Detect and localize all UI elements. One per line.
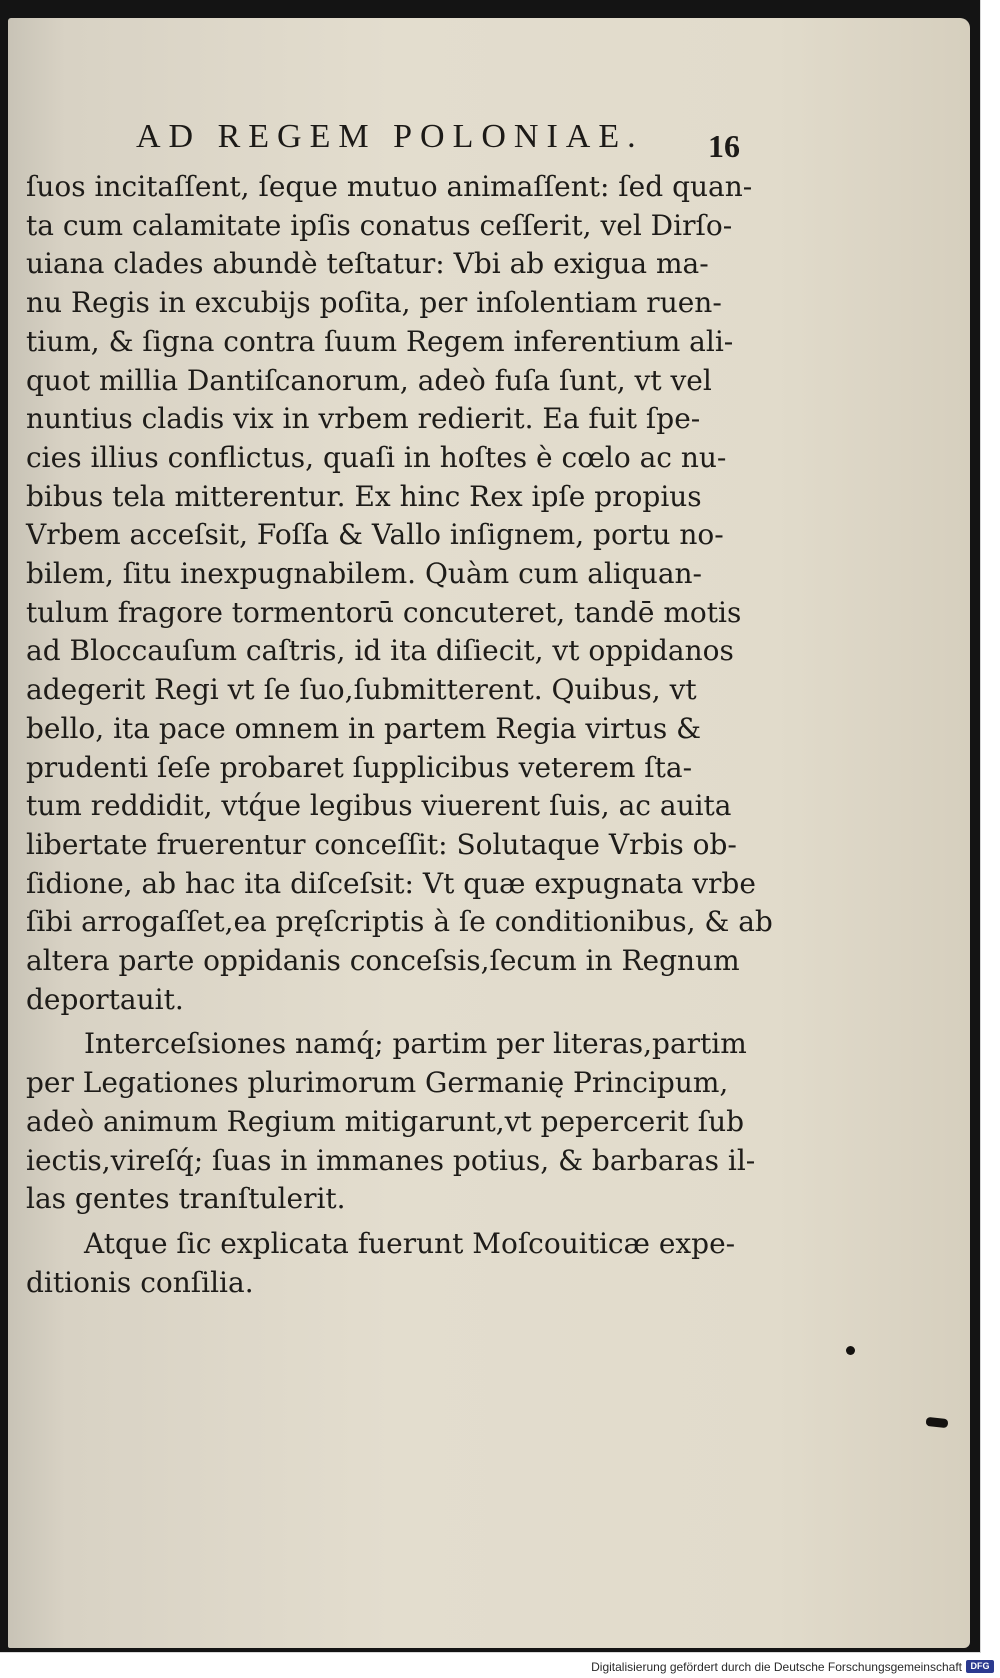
text-line: ſibi arrogaſſet,ea pręſcriptis à ſe conditionibus, & ab bbox=[26, 905, 773, 939]
text-line: Atque ſic explicata fuerunt Moſcouiticæ expe- bbox=[84, 1226, 736, 1260]
ink-speck bbox=[846, 1346, 855, 1355]
paragraph-1 bbox=[26, 168, 773, 1019]
page-number: 16 bbox=[708, 128, 740, 164]
dfg-logo: DFG bbox=[966, 1660, 994, 1673]
text-line: ditionis conſilia. bbox=[26, 1265, 254, 1299]
text-line: nu Regis in excubijs poſita, per inſolentiam ruen- bbox=[26, 286, 722, 320]
text-line: ſidione, ab hac ita diſceſsit: Vt quæ expugnata vrbe bbox=[26, 866, 756, 900]
text-line: tum reddidit, vtq́ue legibus viuerent ſuis, ac auita bbox=[26, 789, 732, 823]
running-head: AD REGEM POLONIAE. bbox=[136, 118, 644, 155]
text-line: adeò animum Regium mitigarunt,vt pepercerit ſub bbox=[26, 1104, 745, 1138]
text-line: las gentes tranſtulerit. bbox=[26, 1182, 346, 1216]
text-line: uiana clades abundè teſtatur: Vbi ab exigua ma- bbox=[26, 247, 709, 281]
paragraph-2 bbox=[26, 1025, 756, 1219]
body-text bbox=[26, 168, 773, 1302]
text-line: Interceſsiones namq́; partim per literas,partim bbox=[84, 1027, 747, 1061]
text-line: prudenti ſeſe probaret ſupplicibus veterem ſta- bbox=[26, 750, 693, 784]
text-line: libertate fruerentur conceſſit: Solutaque Vrbis ob- bbox=[26, 827, 737, 861]
book-page bbox=[8, 18, 970, 1648]
text-line: adegerit Regi vt ſe ſuo,ſubmitterent. Quibus, vt bbox=[26, 673, 697, 707]
text-line: deportauit. bbox=[26, 982, 184, 1016]
text-line: altera parte oppidanis conceſsis,ſecum in Regnum bbox=[26, 944, 740, 978]
text-line: ta cum calamitate ipſis conatus ceſſerit, vel Dirſo- bbox=[26, 208, 733, 242]
text-line: nuntius cladis vix in vrbem redierit. Ea fuit ſpe- bbox=[26, 402, 701, 436]
text-line: per Legationes plurimorum Germanię Principum, bbox=[26, 1066, 729, 1100]
digitization-footer bbox=[0, 1655, 1000, 1678]
text-line: tulum fragore tormentorū concuteret, tandē motis bbox=[26, 595, 742, 629]
text-line: bello, ita pace omnem in partem Regia virtus & bbox=[26, 711, 702, 745]
paragraph-3 bbox=[26, 1225, 746, 1302]
ink-mark bbox=[926, 1417, 949, 1428]
text-line: quot millia Dantiſcanorum, adeò fuſa ſunt, vt vel bbox=[26, 363, 712, 397]
text-line: cies illius conflictus, quaſi in hoſtes è cœlo ac nu- bbox=[26, 440, 727, 474]
text-line: Vrbem acceſsit, Foſſa & Vallo inſignem, portu no- bbox=[26, 518, 724, 552]
text-line: iectis,vireſq́; ſuas in immanes potius, & barbaras il- bbox=[26, 1143, 756, 1177]
text-line: bibus tela mitterentur. Ex hinc Rex ipſe propius bbox=[26, 479, 702, 513]
text-line: ad Bloccauſum caſtris, id ita diſiecit, vt oppidanos bbox=[26, 634, 734, 668]
text-line: ſuos incitaſſent, ſeque mutuo animaſſent: ſed quan- bbox=[26, 170, 753, 203]
text-line: bilem, ſitu inexpugnabilem. Quàm cum aliquan- bbox=[26, 557, 703, 591]
footer-credit: Digitalisierung gefördert durch die Deutsche Forschungsgemeinschaft bbox=[591, 1660, 962, 1674]
text-line: tium, & ſigna contra ſuum Regem inferentium ali- bbox=[26, 324, 734, 358]
